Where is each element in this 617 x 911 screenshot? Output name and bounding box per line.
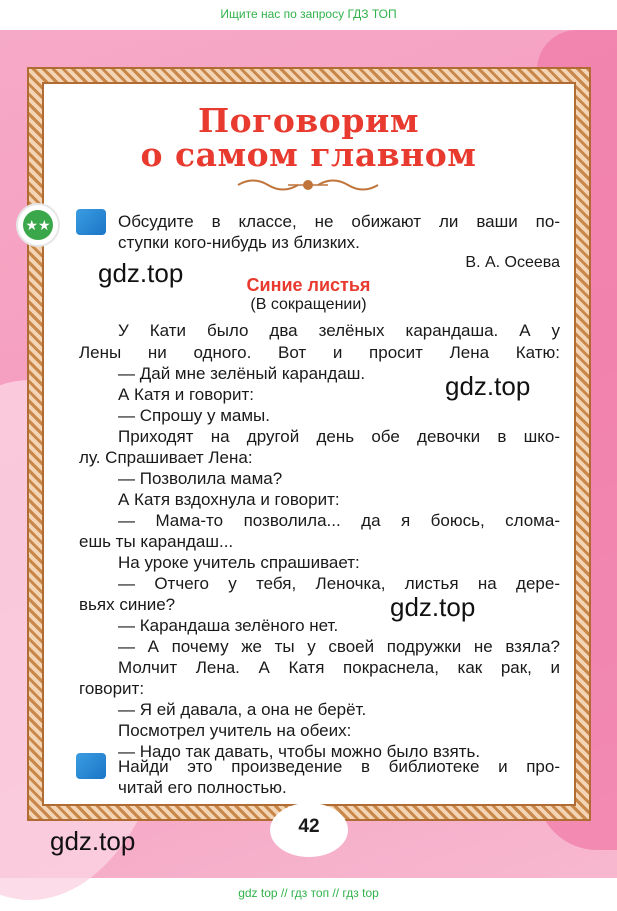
story-line: — Отчего у тебя, Леночка, листья на дере- bbox=[118, 574, 560, 593]
story-line: У Кати было два зелёных карандаша. А у bbox=[118, 321, 560, 340]
task2-line2: читай его полностью. bbox=[118, 778, 287, 797]
svg-text:★★: ★★ bbox=[25, 218, 51, 234]
story-line: — А почему же ты у своей подружки не взяла? bbox=[118, 637, 560, 656]
task1-line2: ступки кого-нибудь из близких. bbox=[118, 233, 360, 252]
page-number: 42 bbox=[298, 816, 320, 837]
top-banner: Ищите нас по запросу ГДЗ ТОП bbox=[220, 7, 397, 21]
bottom-banner: gdz top // гдз топ // гдз top bbox=[238, 886, 379, 900]
story-line: — Надо так давать, чтобы можно было взять. bbox=[118, 742, 481, 761]
story-line: Приходят на другой день обе девочки в шко- bbox=[118, 427, 560, 446]
story-line: — Дай мне зелёный карандаш. bbox=[118, 364, 366, 383]
story-line: Посмотрел учитель на обеих: bbox=[118, 721, 352, 740]
story-line: — Позволила мама? bbox=[118, 469, 283, 488]
story-line: — Спрошу у мамы. bbox=[118, 406, 270, 425]
page-title-line1: Поговорим bbox=[197, 101, 420, 140]
watermark: gdz.top bbox=[390, 592, 476, 622]
story-line: говорит: bbox=[79, 679, 145, 698]
task1-line1: Обсудите в классе, не обижают ли ваши по- bbox=[118, 212, 560, 231]
story-line: Молчит Лена. А Катя покраснела, как рак, и bbox=[118, 658, 560, 677]
page-title-line2: о самом главном bbox=[140, 135, 477, 174]
story-line: — Мама-то позволила... да я боюсь, слома- bbox=[118, 511, 560, 530]
story-line: — Карандаша зелёного нет. bbox=[118, 616, 339, 635]
watermark: gdz.top bbox=[445, 371, 531, 401]
story-line: Лены ни одного. Вот и просит Лена Катю: bbox=[79, 343, 560, 362]
story-line: ешь ты карандаш... bbox=[79, 532, 234, 551]
task2-line1: Найди это произведение в библиотеке и про- bbox=[118, 757, 560, 776]
task-marker-icon bbox=[76, 753, 106, 779]
story-title: Синие листья bbox=[246, 275, 371, 295]
ornament-divider-icon bbox=[233, 176, 383, 194]
story-subtitle: (В сокращении) bbox=[250, 296, 367, 313]
story-author: В. А. Осеева bbox=[465, 254, 560, 271]
story-line: А Катя и говорит: bbox=[118, 385, 255, 404]
story-line: вьях синие? bbox=[79, 595, 176, 614]
story-line: — Я ей давала, а она не берёт. bbox=[118, 700, 367, 719]
task-marker-icon bbox=[76, 209, 106, 235]
discussion-badge-icon bbox=[18, 205, 58, 245]
watermark: gdz.top bbox=[98, 258, 184, 288]
story-line: А Катя вздохнула и говорит: bbox=[118, 490, 340, 509]
story-line: лу. Спрашивает Лена: bbox=[79, 448, 253, 467]
watermark: gdz.top bbox=[50, 826, 136, 856]
story-line: На уроке учитель спрашивает: bbox=[118, 553, 360, 572]
